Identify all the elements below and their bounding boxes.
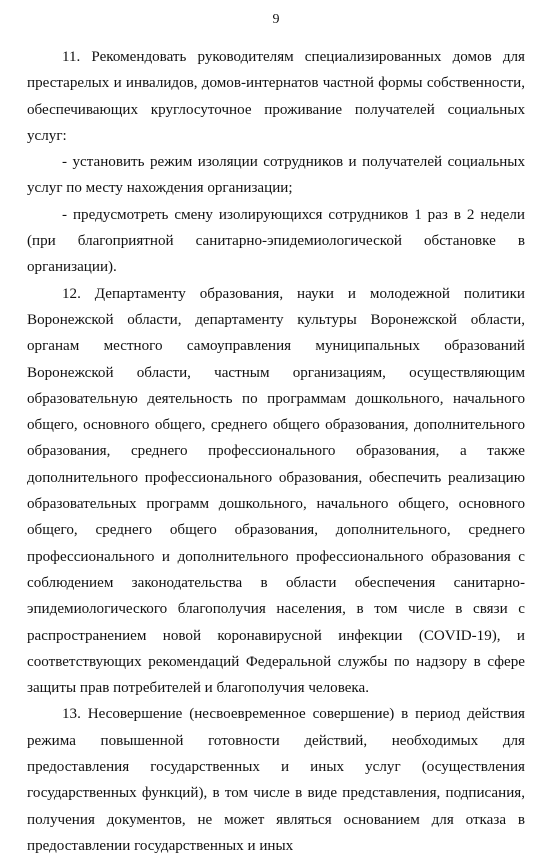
- paragraph-11-item-rotation: - предусмотреть смену изолирующихся сотрудников 1 раз в 2 недели (при благоприятной санитарно-эпидемиологической обстановке в организации).: [27, 206, 525, 276]
- paragraph-11-item-isolation: - установить режим изоляции сотрудников и получателей социальных услуг по месту нахождения организации;: [27, 154, 525, 197]
- page-number: 9: [272, 12, 280, 27]
- paragraph-13: 13. Несовершение (несвоевременное совершение) в период действия режима повышенной готовности действий, необходимых для предоставления государственных и иных услуг (осуществления государственных функций), в том числе в виде представления, подписания, получения документов, не может являться основанием для отказа в предоставлении государственных и иных: [27, 706, 525, 854]
- paragraph-12: 12. Департаменту образования, науки и молодежной политики Воронежской области, департаменту культуры Воронежской области, органам местного самоуправления муниципальных образований Воронежской области, частным организациям, осуществляющим образовательную деятельность по программам дошкольного, начального общего, основного общего, среднего общего образования, дополнительного образования, среднего профессионального образования, а также дополнительного профессионального образования, обеспечить реализацию образовательных программ дошкольного, начального общего, основного общего, среднего общего образования, дополнительного, среднего профессионального и дополнительного профессионального образования с соблюдением законодательства в области обеспечения санитарно-эпидемиологического благополучия населения, в том числе в связи с распространением новой коронавирусной инфекции (COVID-19), и соответствующих рекомендаций Федеральной службы по надзору в сфере защиты прав потребителей и благополучия человека.: [27, 285, 525, 697]
- paragraph-11: 11. Рекомендовать руководителям специализированных домов для престарелых и инвалидов, домов-интернатов частной формы собственности, обеспечивающих круглосуточное проживание получателей социальных услуг:: [27, 49, 525, 144]
